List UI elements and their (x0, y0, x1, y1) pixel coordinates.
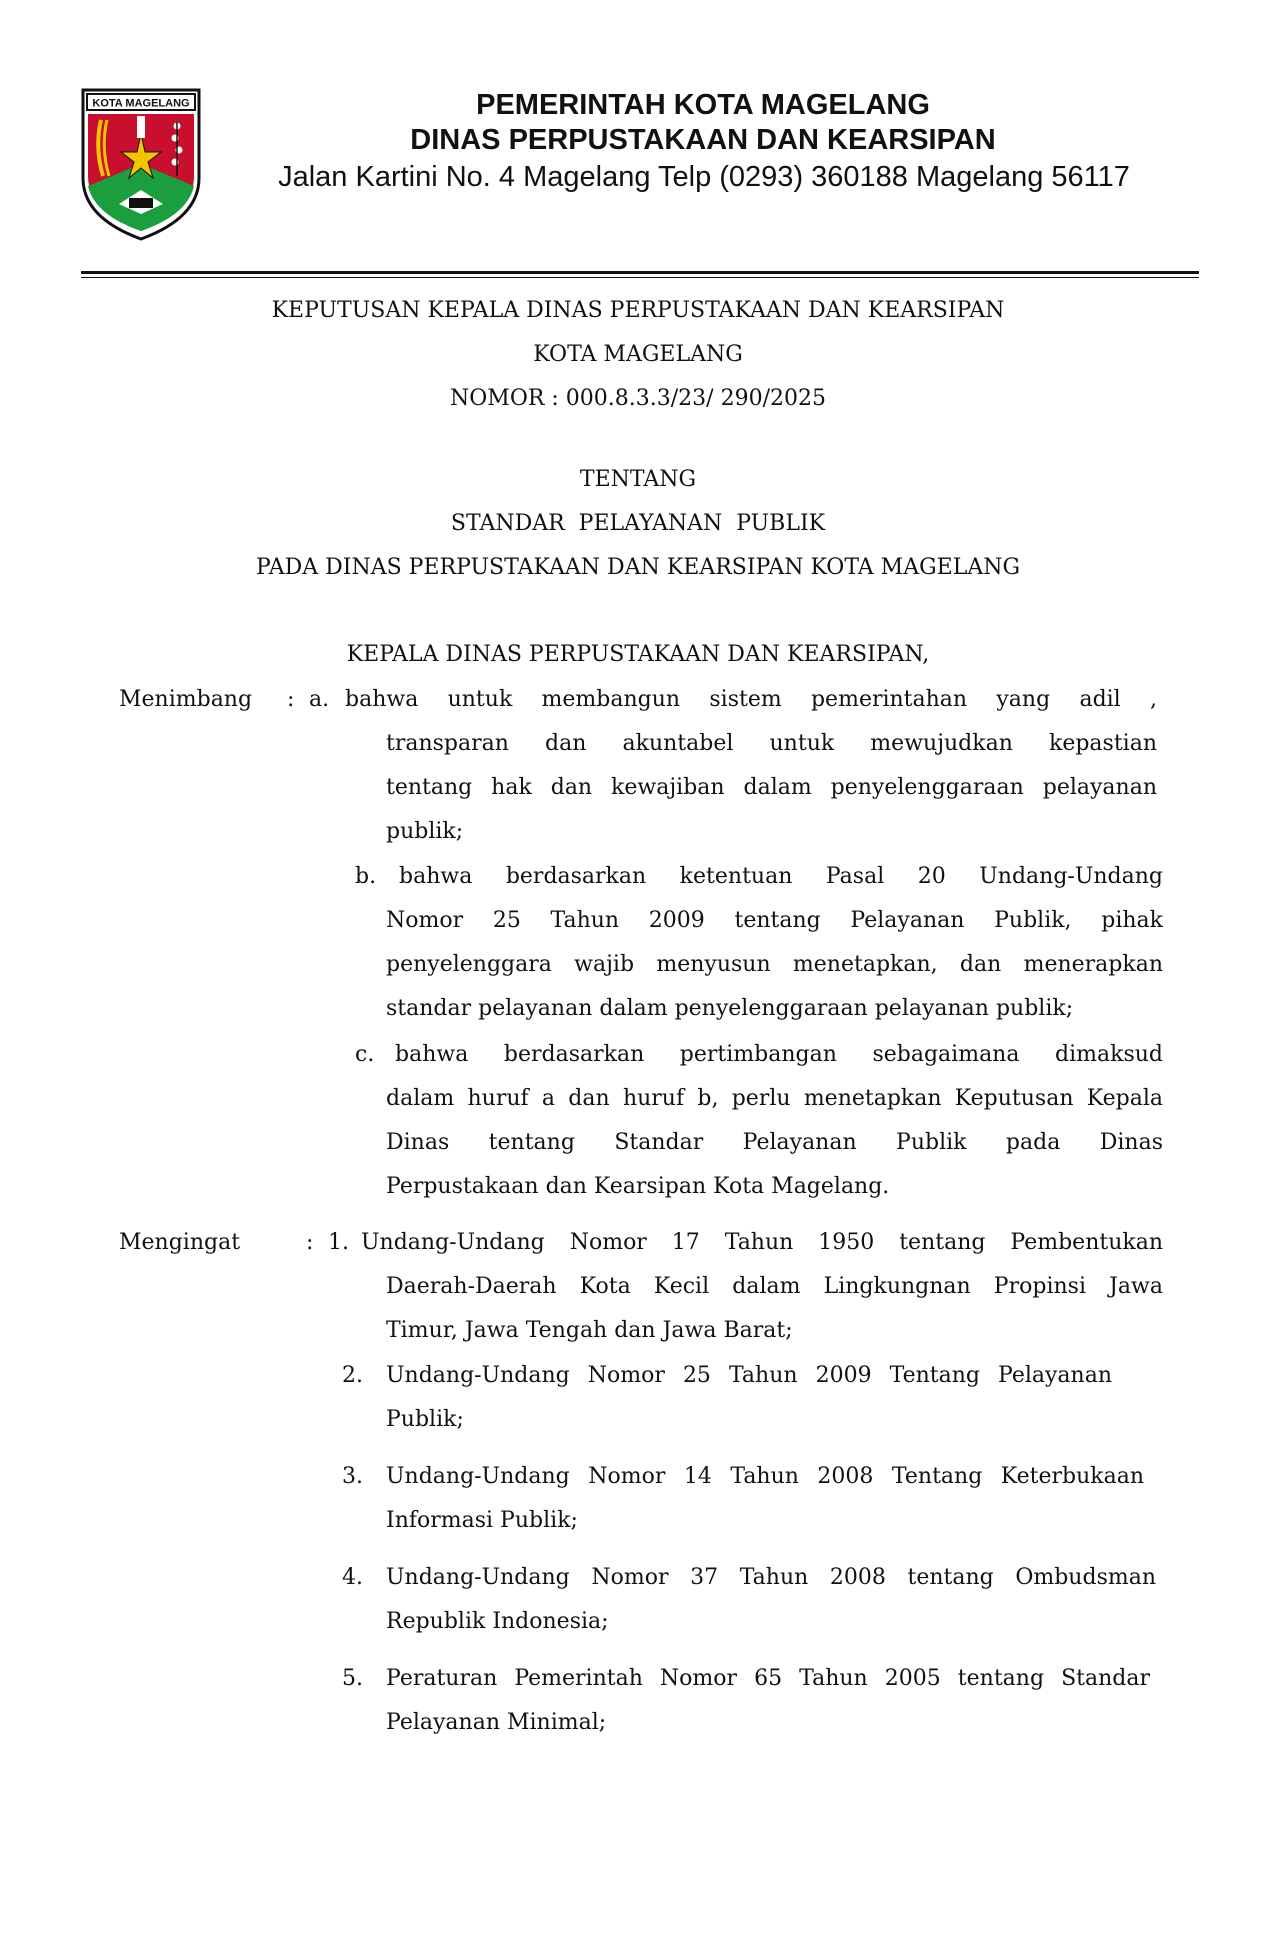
text-line: Undang-Undang Nomor 14 Tahun 2008 Tentang Keterbukaan (386, 1464, 1144, 1489)
decree-number: NOMOR : 000.8.3.3/23/ 290/2025 (450, 386, 826, 411)
menimbang-item-marker: c. (355, 1042, 375, 1067)
mengingat-item-marker: 3. (342, 1464, 363, 1489)
svg-text:KOTA MAGELANG: KOTA MAGELANG (92, 97, 190, 110)
decree-title-line2: KOTA MAGELANG (533, 342, 743, 367)
menimbang-item-c (395, 1033, 1163, 1077)
decree-subject-line1: STANDAR PELAYANAN PUBLIK (450, 511, 826, 536)
mengingat-item-1-cont (386, 1265, 1163, 1353)
text-line: Perpustakaan dan Kearsipan Kota Magelang. (386, 1174, 890, 1199)
letterhead-rule-thin (81, 277, 1199, 278)
menimbang-item-b (399, 855, 1163, 899)
text-line: Undang-Undang Nomor 37 Tahun 2008 tentang Ombudsman (386, 1565, 1156, 1590)
mengingat-item-5 (386, 1657, 1150, 1745)
mengingat-item-4 (386, 1556, 1156, 1644)
menimbang-item-a-cont (386, 722, 1157, 854)
menimbang-item-a (345, 678, 1157, 722)
text-line: Pelayanan Minimal; (386, 1710, 607, 1735)
text-line: Peraturan Pemerintah Nomor 65 Tahun 2005 tentang Standar (386, 1666, 1150, 1691)
menimbang-colon: : (287, 687, 295, 712)
kota-magelang-logo (79, 86, 203, 241)
text-line: Undang-Undang Nomor 25 Tahun 2009 Tentang Pelayanan (386, 1363, 1112, 1388)
text-line: penyelenggara wajib menyusun menetapkan, dan menerapkan (386, 952, 1163, 977)
text-line: Republik Indonesia; (386, 1609, 609, 1634)
text-line: Dinas tentang Standar Pelayanan Publik pada Dinas (386, 1130, 1163, 1155)
text-line: Publik; (386, 1407, 464, 1432)
text-line: bahwa berdasarkan ketentuan Pasal 20 Undang-Undang (399, 864, 1163, 889)
text-line: transparan dan akuntabel untuk mewujudkan kepastian (386, 731, 1157, 756)
text-line: dalam huruf a dan huruf b, perlu menetapkan Keputusan Kepala (386, 1086, 1163, 1111)
issuing-official: KEPALA DINAS PERPUSTAKAAN DAN KEARSIPAN, (346, 642, 930, 667)
mengingat-item-marker: 5. (342, 1666, 363, 1691)
letterhead-rule-thick (81, 271, 1199, 274)
text-line: Daerah-Daerah Kota Kecil dalam Lingkungnan Propinsi Jawa (386, 1274, 1163, 1299)
text-line: bahwa untuk membangun sistem pemerintahan yang adil , (345, 687, 1157, 712)
text-line: publik; (386, 819, 464, 844)
text-line: tentang hak dan kewajiban dalam penyelenggaraan pelayanan (386, 775, 1157, 800)
mengingat-item-marker: 1. (328, 1230, 349, 1255)
decree-about: TENTANG (579, 467, 697, 492)
letterhead-address: Jalan Kartini No. 4 Magelang Telp (0293) 360188 Magelang 56117 (278, 161, 1130, 193)
mengingat-label: Mengingat (119, 1230, 241, 1255)
mengingat-item-2 (386, 1354, 1112, 1442)
menimbang-label: Menimbang (119, 687, 253, 712)
menimbang-item-marker: b. (355, 864, 377, 889)
menimbang-item-b-cont (386, 899, 1163, 1031)
text-line: Nomor 25 Tahun 2009 tentang Pelayanan Publik, pihak (386, 908, 1163, 933)
decree-title-line1: KEPUTUSAN KEPALA DINAS PERPUSTAKAAN DAN KEARSIPAN (271, 298, 1005, 323)
text-line: standar pelayanan dalam penyelenggaraan pelayanan publik; (386, 996, 1074, 1021)
letterhead-government: PEMERINTAH KOTA MAGELANG (476, 89, 930, 121)
text-line: bahwa berdasarkan pertimbangan sebagaimana dimaksud (395, 1042, 1163, 1067)
mengingat-item-marker: 4. (342, 1565, 363, 1590)
mengingat-item-3 (386, 1455, 1144, 1543)
mengingat-colon: : (306, 1230, 314, 1255)
mengingat-item-1 (361, 1221, 1163, 1265)
text-line: Informasi Publik; (386, 1508, 578, 1533)
menimbang-item-c-cont (386, 1077, 1163, 1209)
text-line: Undang-Undang Nomor 17 Tahun 1950 tentang Pembentukan (361, 1230, 1163, 1255)
menimbang-item-marker: a. (309, 687, 330, 712)
letterhead-agency: DINAS PERPUSTAKAAN DAN KEARSIPAN (410, 124, 996, 156)
text-line: Timur, Jawa Tengah dan Jawa Barat; (386, 1318, 793, 1343)
mengingat-item-marker: 2. (342, 1363, 363, 1388)
decree-subject-line2: PADA DINAS PERPUSTAKAAN DAN KEARSIPAN KOTA MAGELANG (255, 555, 1021, 580)
